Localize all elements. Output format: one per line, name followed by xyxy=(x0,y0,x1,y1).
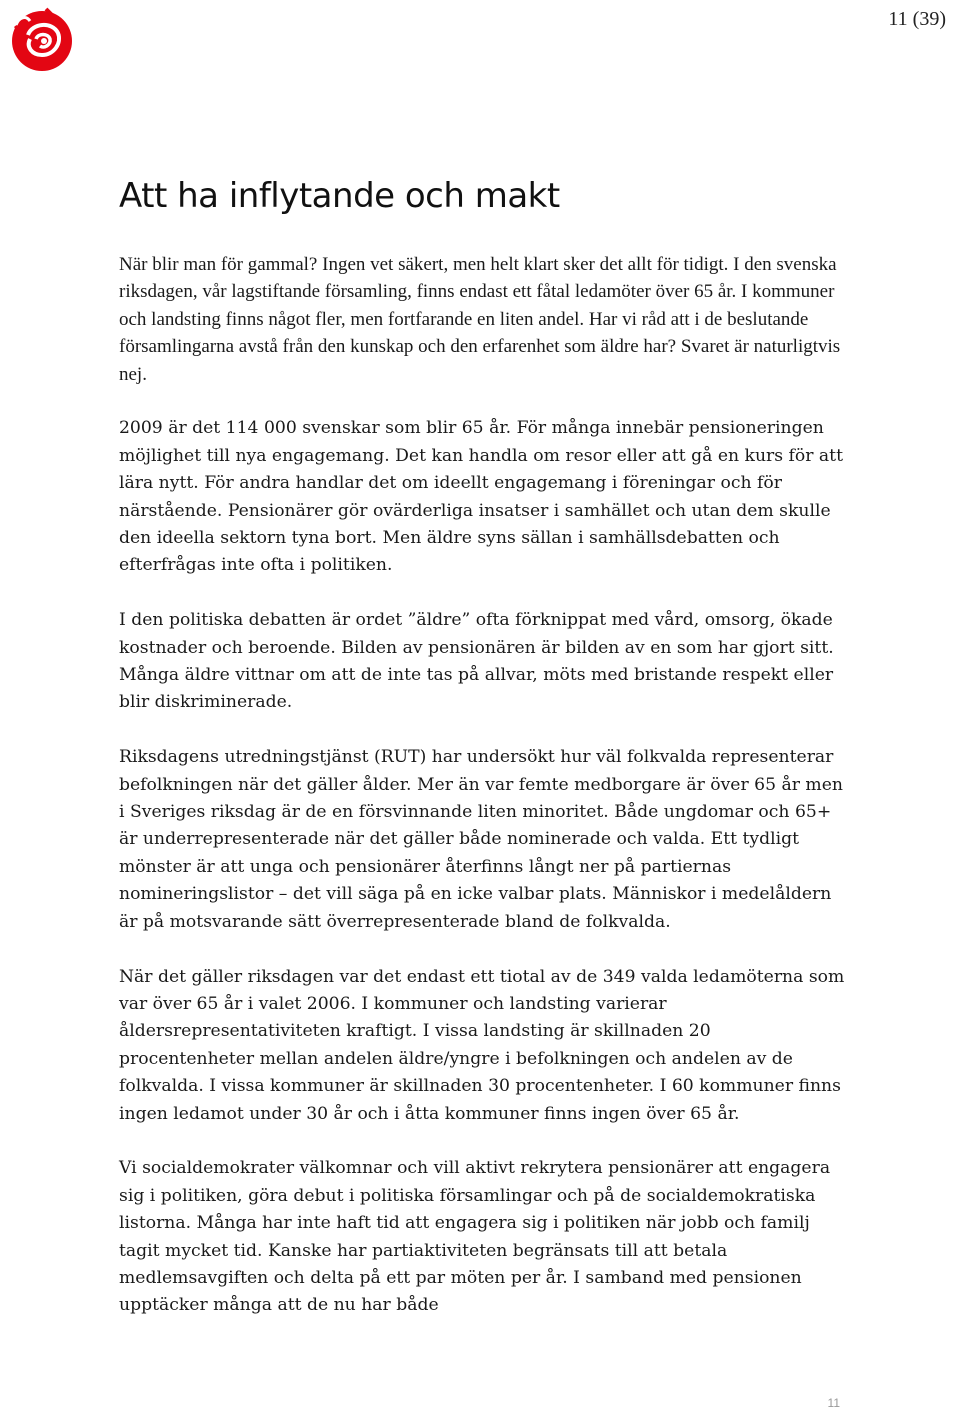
body-text xyxy=(119,251,847,1347)
paragraph: När blir man för gammal? Ingen vet säkert, men helt klart sker det allt för tidigt. I den svenska riksdagen, vår lagstiftande församling, finns endast ett fåtal ledamöter över 65 år. I kommuner och landsting finns något fler, men fortfarande en liten andel. Har vi råd att i de beslutande församlingarna avstå från den kunskap och den erfarenhet som äldre har? Svaret är naturligtvis nej. xyxy=(119,254,841,385)
paragraph: Vi socialdemokrater välkomnar och vill aktivt rekrytera pensionärer att engagera sig i politiken, göra debut i politiska församlingar och på de socialdemokratiska listorna. Många har inte haft tid att engagera sig i politiken när jobb och familj tagit mycket tid. Kanske har partiaktiviteten begränsats till att betala medlemsavgiften och delta på ett par möten per år. I samband med pensionen upptäcker många att de nu har både xyxy=(119,1158,831,1316)
paragraph: Riksdagens utredningstjänst (RUT) har undersökt hur väl folkvalda representerar befolkningen när det gäller ålder. Mer än var femte medborgare är över 65 år men i Sveriges riksdag är de en försvinnande liten minoritet. Både ungdomar och 65+ är underrepresenterade när det gäller både nominerade och valda. Ett tydligt mönster är att unga och pensionärer återfinns långt ner på partiernas nomineringslistor – det vill säga på en icke valbar plats. Människor i medelåldern är på motsvarande sätt överrepresenterade bland de folkvalda. xyxy=(119,747,843,932)
page-title: Att ha inflytande och makt xyxy=(119,176,560,216)
rose-in-fist-icon xyxy=(6,5,74,73)
paragraph: När det gäller riksdagen var det endast ett tiotal av de 349 valda ledamöterna som var över 65 år i valet 2006. I kommuner och landsting varierar åldersrepresentativiteten kraftigt. I vissa landsting är skillnaden 20 procentenheter mellan andelen äldre/yngre i befolkningen och andelen av de folkvalda. I vissa kommuner är skillnaden 30 procentenheter. I 60 kommuner finns ingen ledamot under 30 år och i åtta kommuner finns ingen över 65 år. xyxy=(119,966,845,1124)
paragraph: 2009 är det 114 000 svenskar som blir 65 år. För många innebär pensioneringen möjlighet till nya engagemang. Det kan handla om resor eller att gå en kurs för att lära nytt. För andra handlar det om ideellt engagemang i föreningar och för närstående. Pensionärer gör ovärderliga insatser i samhället och utan dem skulle den ideella sektorn tyna bort. Men äldre syns sällan i samhällsdebatten och efterfrågas inte ofta i politiken. xyxy=(119,418,843,576)
paragraph: I den politiska debatten är ordet ”äldre” ofta förknippat med vård, omsorg, ökade kostnader och beroende. Bilden av pensionären är bilden av en som har gjort sitt. Många äldre vittnar om att de inte tas på allvar, möts med bristande respekt eller blir diskriminerade. xyxy=(119,610,834,713)
page-count: 11 (39) xyxy=(888,8,946,30)
footer-page-number: 11 xyxy=(827,1396,840,1410)
